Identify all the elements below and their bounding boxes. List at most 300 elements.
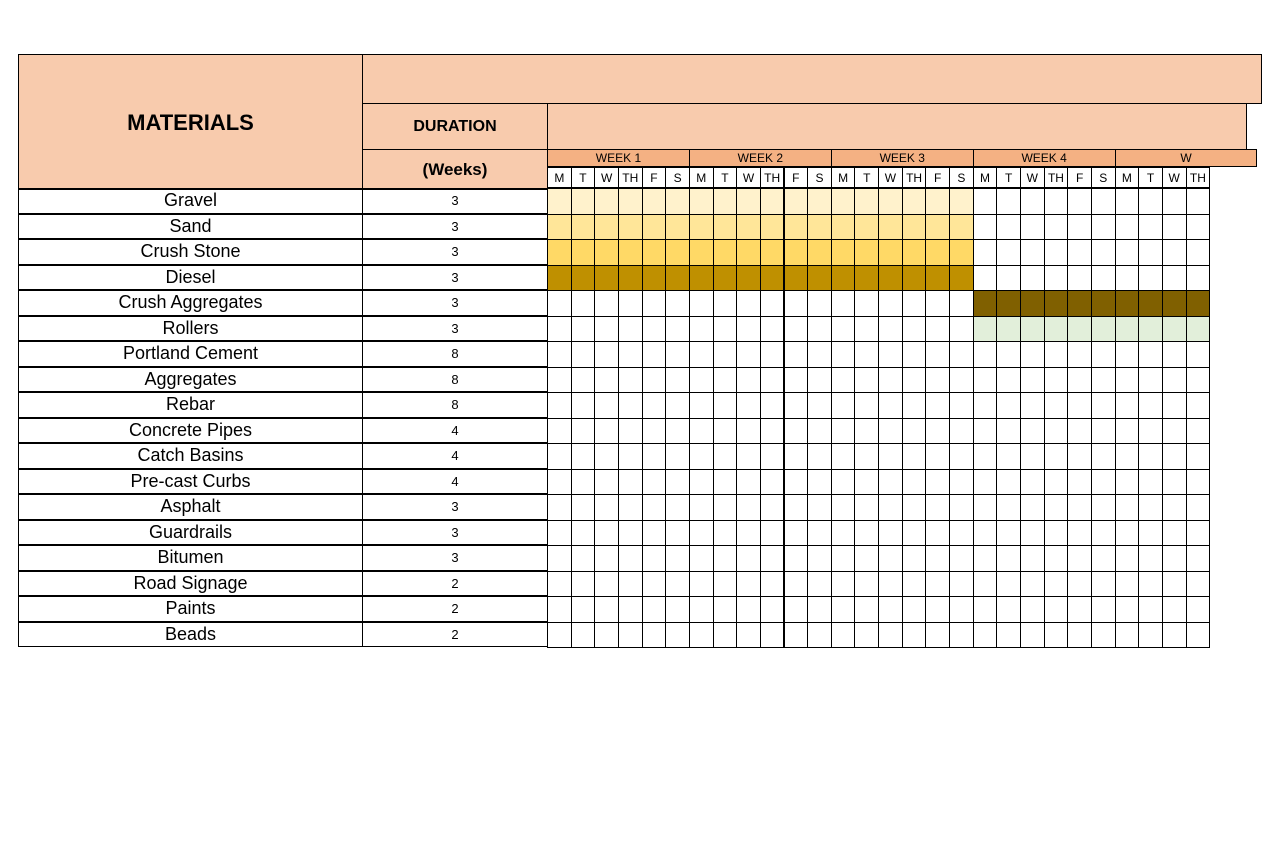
schedule-cell xyxy=(642,520,667,547)
schedule-cell xyxy=(878,341,903,368)
schedule-cell xyxy=(784,290,809,317)
schedule-cell xyxy=(949,469,974,496)
schedule-cell xyxy=(902,367,927,394)
schedule-cell xyxy=(902,265,927,292)
material-name-cell: Bitumen xyxy=(18,545,363,571)
schedule-cell xyxy=(594,469,619,496)
schedule-cell xyxy=(1020,367,1045,394)
timeline-header-band xyxy=(547,103,1247,150)
schedule-cell xyxy=(1162,341,1187,368)
schedule-cell xyxy=(571,520,596,547)
schedule-cell xyxy=(713,265,738,292)
schedule-cell xyxy=(996,622,1021,649)
schedule-cell xyxy=(973,545,998,572)
schedule-cell xyxy=(973,367,998,394)
schedule-cell xyxy=(807,341,832,368)
schedule-cell xyxy=(1044,443,1069,470)
schedule-cell xyxy=(902,545,927,572)
schedule-cell xyxy=(973,571,998,598)
schedule-cell xyxy=(547,596,572,623)
schedule-cell xyxy=(949,520,974,547)
schedule-cell xyxy=(973,341,998,368)
schedule-cell xyxy=(1020,622,1045,649)
schedule-cell xyxy=(618,316,643,343)
day-header: W xyxy=(594,167,619,188)
schedule-cell xyxy=(618,520,643,547)
schedule-cell xyxy=(996,520,1021,547)
schedule-cell xyxy=(973,290,998,317)
schedule-cell xyxy=(854,265,879,292)
material-name-cell: Road Signage xyxy=(18,571,363,597)
schedule-cell xyxy=(973,316,998,343)
schedule-cell xyxy=(1162,418,1187,445)
material-name-cell: Portland Cement xyxy=(18,341,363,367)
day-header: M xyxy=(973,167,998,188)
day-header: S xyxy=(949,167,974,188)
schedule-cell xyxy=(1186,316,1211,343)
schedule-cell xyxy=(713,341,738,368)
schedule-cell xyxy=(949,596,974,623)
schedule-cell xyxy=(760,265,785,292)
schedule-cell xyxy=(1138,188,1163,215)
schedule-cell xyxy=(1162,545,1187,572)
schedule-cell xyxy=(689,596,714,623)
schedule-cell xyxy=(1138,316,1163,343)
schedule-cell xyxy=(996,188,1021,215)
schedule-cell xyxy=(831,596,856,623)
schedule-cell xyxy=(1044,494,1069,521)
schedule-cell xyxy=(665,571,690,598)
schedule-cell xyxy=(854,443,879,470)
schedule-cell xyxy=(760,418,785,445)
schedule-cell xyxy=(760,545,785,572)
schedule-cell xyxy=(1044,265,1069,292)
material-name-cell: Rebar xyxy=(18,392,363,418)
schedule-cell xyxy=(665,418,690,445)
schedule-cell xyxy=(878,469,903,496)
schedule-cell xyxy=(547,367,572,394)
schedule-cell xyxy=(713,188,738,215)
schedule-cell xyxy=(1138,469,1163,496)
schedule-cell xyxy=(1091,367,1116,394)
schedule-cell xyxy=(1186,494,1211,521)
schedule-cell xyxy=(760,316,785,343)
schedule-cell xyxy=(760,520,785,547)
schedule-cell xyxy=(760,622,785,649)
schedule-cell xyxy=(571,265,596,292)
schedule-cell xyxy=(618,265,643,292)
weeks-header-label: (Weeks) xyxy=(422,159,488,179)
material-name-cell: Aggregates xyxy=(18,367,363,393)
material-name-cell: Diesel xyxy=(18,265,363,291)
schedule-cell xyxy=(854,596,879,623)
schedule-cell xyxy=(925,494,950,521)
schedule-cell xyxy=(1091,316,1116,343)
schedule-cell xyxy=(831,290,856,317)
schedule-cell xyxy=(594,316,619,343)
schedule-cell xyxy=(925,596,950,623)
schedule-cell xyxy=(642,571,667,598)
day-header: T xyxy=(1138,167,1163,188)
schedule-cell xyxy=(925,418,950,445)
schedule-cell xyxy=(807,392,832,419)
schedule-cell xyxy=(831,392,856,419)
schedule-cell xyxy=(1067,188,1092,215)
schedule-cell xyxy=(1020,443,1045,470)
schedule-cell xyxy=(902,596,927,623)
schedule-cell xyxy=(736,443,761,470)
schedule-cell xyxy=(807,469,832,496)
schedule-cell xyxy=(1091,392,1116,419)
schedule-cell xyxy=(807,367,832,394)
schedule-cell xyxy=(1162,214,1187,241)
schedule-cell xyxy=(878,520,903,547)
schedule-cell xyxy=(996,418,1021,445)
schedule-cell xyxy=(1044,596,1069,623)
schedule-cell xyxy=(878,290,903,317)
schedule-cell xyxy=(760,188,785,215)
day-header: TH xyxy=(902,167,927,188)
day-header: S xyxy=(1091,167,1116,188)
schedule-cell xyxy=(784,367,809,394)
week-header-5: W xyxy=(1115,149,1258,167)
schedule-cell xyxy=(1186,265,1211,292)
schedule-cell xyxy=(1020,290,1045,317)
schedule-cell xyxy=(949,265,974,292)
schedule-cell xyxy=(594,188,619,215)
schedule-cell xyxy=(665,290,690,317)
schedule-cell xyxy=(1044,239,1069,266)
schedule-cell xyxy=(1091,494,1116,521)
schedule-cell xyxy=(1162,443,1187,470)
schedule-cell xyxy=(736,596,761,623)
schedule-cell xyxy=(902,418,927,445)
schedule-cell xyxy=(1162,265,1187,292)
schedule-cell xyxy=(618,290,643,317)
duration-value-cell: 8 xyxy=(362,392,548,418)
schedule-cell xyxy=(618,188,643,215)
day-header: F xyxy=(642,167,667,188)
schedule-cell xyxy=(878,214,903,241)
schedule-cell xyxy=(642,545,667,572)
schedule-cell xyxy=(571,341,596,368)
schedule-cell xyxy=(1020,265,1045,292)
schedule-cell xyxy=(1162,469,1187,496)
schedule-cell xyxy=(1186,520,1211,547)
day-header: W xyxy=(736,167,761,188)
schedule-cell xyxy=(642,341,667,368)
schedule-cell xyxy=(1067,494,1092,521)
schedule-cell xyxy=(1067,214,1092,241)
schedule-cell xyxy=(1020,239,1045,266)
schedule-cell xyxy=(784,316,809,343)
schedule-cell xyxy=(1162,520,1187,547)
schedule-cell xyxy=(571,571,596,598)
schedule-cell xyxy=(925,265,950,292)
schedule-cell xyxy=(760,443,785,470)
schedule-cell xyxy=(642,239,667,266)
materials-header-label: MATERIALS xyxy=(127,110,254,135)
schedule-cell xyxy=(1020,545,1045,572)
schedule-cell xyxy=(618,239,643,266)
schedule-cell xyxy=(571,316,596,343)
schedule-cell xyxy=(949,494,974,521)
schedule-cell xyxy=(1020,418,1045,445)
schedule-cell xyxy=(1115,214,1140,241)
schedule-cell xyxy=(831,418,856,445)
schedule-cell xyxy=(925,622,950,649)
schedule-cell xyxy=(1186,571,1211,598)
schedule-cell xyxy=(713,392,738,419)
schedule-cell xyxy=(1091,596,1116,623)
schedule-cell xyxy=(1091,545,1116,572)
schedule-cell xyxy=(547,469,572,496)
schedule-cell xyxy=(594,290,619,317)
schedule-cell xyxy=(1067,392,1092,419)
schedule-cell xyxy=(878,571,903,598)
day-header: TH xyxy=(760,167,785,188)
day-header: W xyxy=(878,167,903,188)
schedule-cell xyxy=(854,239,879,266)
schedule-cell xyxy=(665,520,690,547)
schedule-cell xyxy=(618,367,643,394)
schedule-cell xyxy=(831,494,856,521)
schedule-cell xyxy=(642,494,667,521)
schedule-cell xyxy=(1115,443,1140,470)
duration-value-cell: 8 xyxy=(362,367,548,393)
schedule-cell xyxy=(878,418,903,445)
schedule-cell xyxy=(1091,290,1116,317)
schedule-cell xyxy=(571,290,596,317)
schedule-cell xyxy=(689,520,714,547)
schedule-cell xyxy=(689,265,714,292)
schedule-cell xyxy=(854,469,879,496)
schedule-cell xyxy=(831,545,856,572)
day-header: W xyxy=(1162,167,1187,188)
schedule-cell xyxy=(973,520,998,547)
schedule-cell xyxy=(996,392,1021,419)
schedule-cell xyxy=(642,418,667,445)
schedule-cell xyxy=(713,596,738,623)
schedule-cell xyxy=(547,520,572,547)
schedule-cell xyxy=(618,214,643,241)
schedule-cell xyxy=(594,622,619,649)
schedule-cell xyxy=(878,443,903,470)
schedule-cell xyxy=(854,545,879,572)
schedule-cell xyxy=(547,494,572,521)
schedule-cell xyxy=(902,622,927,649)
schedule-cell xyxy=(1020,392,1045,419)
schedule-cell xyxy=(902,443,927,470)
schedule-cell xyxy=(1115,545,1140,572)
schedule-cell xyxy=(1186,418,1211,445)
schedule-cell xyxy=(571,188,596,215)
schedule-cell xyxy=(784,520,809,547)
day-header: T xyxy=(854,167,879,188)
schedule-cell xyxy=(665,392,690,419)
schedule-cell xyxy=(736,418,761,445)
schedule-cell xyxy=(571,596,596,623)
schedule-cell xyxy=(1044,392,1069,419)
schedule-cell xyxy=(1115,596,1140,623)
schedule-cell xyxy=(689,622,714,649)
schedule-cell xyxy=(713,545,738,572)
schedule-cell xyxy=(902,188,927,215)
schedule-cell xyxy=(1091,341,1116,368)
schedule-cell xyxy=(1138,418,1163,445)
schedule-cell xyxy=(807,622,832,649)
material-name-cell: Beads xyxy=(18,622,363,648)
duration-value-cell: 3 xyxy=(362,188,548,214)
schedule-cell xyxy=(996,443,1021,470)
week-header-2: WEEK 2 xyxy=(689,149,832,167)
week-header-3: WEEK 3 xyxy=(831,149,974,167)
schedule-cell xyxy=(547,545,572,572)
schedule-cell xyxy=(831,443,856,470)
schedule-cell xyxy=(1044,520,1069,547)
schedule-cell xyxy=(618,596,643,623)
schedule-cell xyxy=(973,214,998,241)
schedule-cell xyxy=(594,443,619,470)
schedule-cell xyxy=(1186,188,1211,215)
schedule-cell xyxy=(925,316,950,343)
schedule-cell xyxy=(1186,239,1211,266)
schedule-cell xyxy=(547,214,572,241)
schedule-cell xyxy=(1067,520,1092,547)
schedule-cell xyxy=(854,214,879,241)
schedule-cell xyxy=(689,341,714,368)
schedule-cell xyxy=(807,316,832,343)
schedule-cell xyxy=(854,316,879,343)
schedule-cell xyxy=(854,290,879,317)
schedule-cell xyxy=(807,290,832,317)
schedule-cell xyxy=(784,265,809,292)
schedule-cell xyxy=(902,239,927,266)
schedule-cell xyxy=(784,341,809,368)
schedule-cell xyxy=(1115,239,1140,266)
schedule-cell xyxy=(1115,520,1140,547)
schedule-cell xyxy=(689,392,714,419)
schedule-cell xyxy=(1162,392,1187,419)
schedule-cell xyxy=(665,316,690,343)
schedule-cell xyxy=(1115,367,1140,394)
material-name-cell: Gravel xyxy=(18,188,363,214)
schedule-cell xyxy=(925,571,950,598)
schedule-cell xyxy=(973,239,998,266)
schedule-cell xyxy=(1044,469,1069,496)
schedule-cell xyxy=(1162,290,1187,317)
schedule-cell xyxy=(571,392,596,419)
schedule-cell xyxy=(1162,596,1187,623)
schedule-cell xyxy=(1020,214,1045,241)
schedule-cell xyxy=(1044,571,1069,598)
schedule-cell xyxy=(925,469,950,496)
schedule-cell xyxy=(784,418,809,445)
day-header: F xyxy=(925,167,950,188)
schedule-cell xyxy=(854,341,879,368)
schedule-cell xyxy=(784,469,809,496)
schedule-cell xyxy=(1138,494,1163,521)
schedule-cell xyxy=(831,214,856,241)
schedule-cell xyxy=(784,571,809,598)
schedule-cell xyxy=(807,265,832,292)
schedule-cell xyxy=(878,622,903,649)
schedule-cell xyxy=(1091,571,1116,598)
schedule-cell xyxy=(571,418,596,445)
schedule-cell xyxy=(642,188,667,215)
schedule-cell xyxy=(736,622,761,649)
schedule-cell xyxy=(784,545,809,572)
schedule-cell xyxy=(1044,545,1069,572)
schedule-cell xyxy=(1067,341,1092,368)
schedule-cell xyxy=(1115,622,1140,649)
schedule-cell xyxy=(713,469,738,496)
schedule-cell xyxy=(1138,545,1163,572)
schedule-cell xyxy=(1020,341,1045,368)
schedule-cell xyxy=(665,469,690,496)
duration-value-cell: 3 xyxy=(362,214,548,240)
schedule-cell xyxy=(949,367,974,394)
schedule-cell xyxy=(547,239,572,266)
schedule-cell xyxy=(1138,596,1163,623)
schedule-cell xyxy=(594,571,619,598)
day-header: F xyxy=(1067,167,1092,188)
material-name-cell: Pre-cast Curbs xyxy=(18,469,363,495)
schedule-cell xyxy=(594,239,619,266)
schedule-cell xyxy=(1044,214,1069,241)
schedule-cell xyxy=(713,214,738,241)
schedule-cell xyxy=(996,571,1021,598)
material-name-cell: Concrete Pipes xyxy=(18,418,363,444)
schedule-cell xyxy=(618,545,643,572)
schedule-cell xyxy=(925,520,950,547)
week-header-1: WEEK 1 xyxy=(547,149,690,167)
schedule-cell xyxy=(571,214,596,241)
schedule-cell xyxy=(594,341,619,368)
schedule-cell xyxy=(784,622,809,649)
schedule-cell xyxy=(642,290,667,317)
duration-value-cell: 2 xyxy=(362,622,548,648)
schedule-cell xyxy=(996,469,1021,496)
schedule-cell xyxy=(1115,469,1140,496)
schedule-cell xyxy=(878,367,903,394)
schedule-cell xyxy=(665,494,690,521)
duration-value-cell: 3 xyxy=(362,494,548,520)
schedule-cell xyxy=(807,214,832,241)
gantt-schedule-sheet xyxy=(18,54,1218,654)
schedule-cell xyxy=(807,443,832,470)
schedule-cell xyxy=(784,443,809,470)
schedule-cell xyxy=(949,418,974,445)
material-name-cell: Crush Aggregates xyxy=(18,290,363,316)
schedule-cell xyxy=(1044,341,1069,368)
material-name-cell: Asphalt xyxy=(18,494,363,520)
schedule-cell xyxy=(996,239,1021,266)
schedule-cell xyxy=(784,214,809,241)
schedule-cell xyxy=(642,367,667,394)
schedule-cell xyxy=(736,367,761,394)
duration-value-cell: 3 xyxy=(362,545,548,571)
schedule-cell xyxy=(665,239,690,266)
schedule-cell xyxy=(925,188,950,215)
schedule-cell xyxy=(594,265,619,292)
day-header: W xyxy=(1020,167,1045,188)
schedule-cell xyxy=(547,443,572,470)
schedule-cell xyxy=(807,545,832,572)
schedule-cell xyxy=(831,367,856,394)
day-header: TH xyxy=(1186,167,1211,188)
schedule-cell xyxy=(1067,316,1092,343)
